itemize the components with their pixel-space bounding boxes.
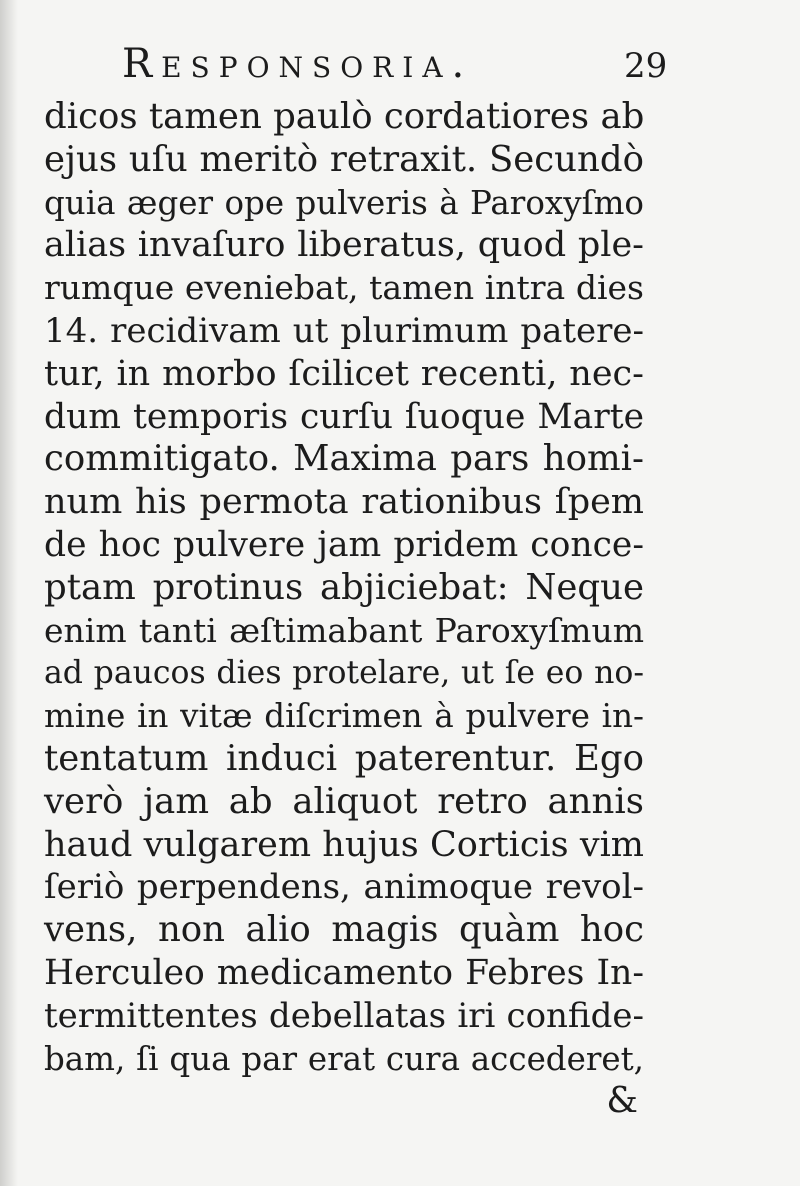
catchword: & [606, 1080, 638, 1122]
running-head: Responsoria. [122, 41, 474, 87]
text-line: quia æger ope pulveris à Paroxyſmo [44, 183, 644, 222]
gutter-shadow [0, 0, 18, 1186]
text-line: mine in vitæ diſcrimen à pulvere in- [44, 697, 644, 736]
text-line: tur, in morbo ſcilicet recenti, nec- [44, 353, 644, 394]
text-line: commitigato. Maxima pars homi- [44, 438, 644, 480]
text-line: termittentes debellatas iri confide- [44, 995, 644, 1036]
text-line: rumque eveniebat, tamen intra dies [44, 268, 644, 308]
page-header [0, 36, 800, 96]
text-line: haud vulgarem hujus Corticis vim [44, 824, 644, 865]
text-line: bam, ſi qua par erat cura accederet, [44, 1039, 644, 1078]
text-line: 14. recidivam ut plurimum patere- [44, 310, 644, 351]
text-line: vens, non alio magis quàm hoc [44, 909, 644, 951]
text-line: num his permota rationibus ſpem [44, 482, 644, 523]
text-line: de hoc pulvere jam pridem conce- [44, 524, 644, 565]
text-line: alias invaſuro liberatus, quod ple- [44, 225, 644, 266]
text-line: enim tanti æſtimabant Paroxyſmum [44, 610, 644, 650]
text-line: ad paucos dies protelare, ut ſe eo no- [44, 655, 644, 692]
text-line: verò jam ab aliquot retro annis [44, 780, 644, 822]
text-line: dicos tamen paulò cordatiores ab [44, 96, 645, 137]
text-line: ejus uſu meritò retraxit. Secundò [44, 138, 644, 180]
text-line: Herculeo medicamento Febres In- [44, 952, 644, 993]
text-line: tentatum induci paterentur. Ego [44, 737, 644, 779]
text-line: dum temporis curſu ſuoque Marte [44, 396, 644, 437]
body-text [44, 96, 644, 1123]
page-number: 29 [624, 46, 668, 86]
text-line: ſeriò perpendens, animoque revol- [44, 867, 644, 908]
text-line: ptam protinus abjiciebat: Neque [44, 566, 644, 608]
